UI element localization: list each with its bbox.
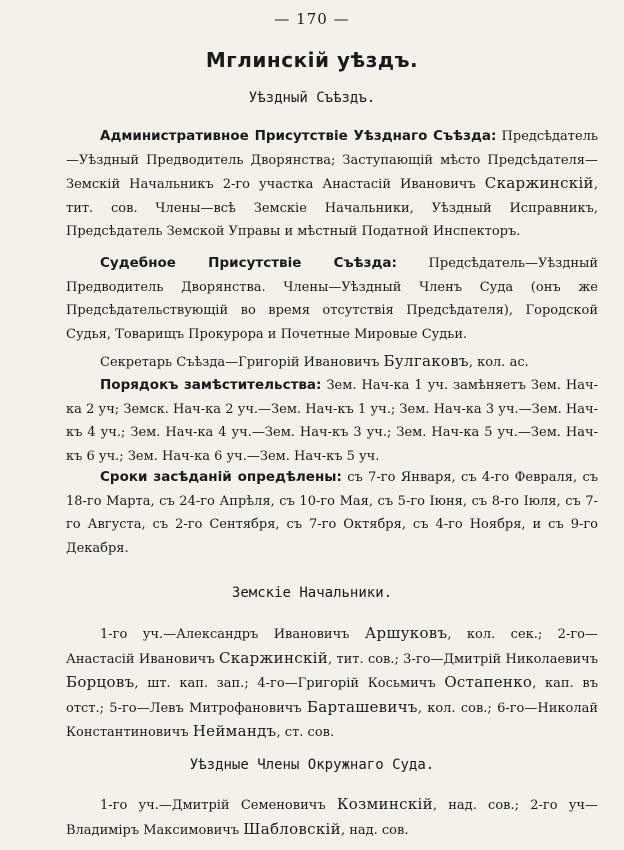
surname: Остапенко: [444, 673, 533, 691]
surname: Борцовъ: [66, 673, 135, 691]
paragraph-court-members: 1-го уч.—Дмитрій Семеновичъ Козминскій, над. сов.; 2-го уч—Владиміръ Максимовичъ Шабловскій, над. сов.: [66, 795, 598, 838]
section-heading-court-members: Уѣздные Члены Окружнаго Суда.: [189, 757, 435, 773]
surname: Барташевичъ: [306, 697, 418, 716]
surname: Неймандъ: [192, 722, 277, 740]
section-heading-zemskie-nachalniki: Земскіе Начальники.: [231, 585, 393, 601]
surname: Козминскій: [336, 795, 433, 813]
paragraph-court-presence: Судебное Присутствіе Съѣзда: Предсѣдатель—Уѣздный Предводитель Дворянства. Члены—Уѣздный Членъ Суда (онъ же Предсѣдательствующій во время отсутствія Предсѣдателя), Городской Судья, Товарищъ Прокурора и Почетные Мировые Судьи.: [66, 255, 599, 342]
paragraph-lead: Судебное Присутствіе Съѣзда:: [100, 255, 397, 271]
paragraph-substitution-order: Порядокъ замѣстительства: Зем. Нач-ка 1 уч. замѣняетъ Зем. Нач-ка 2 уч; Земск. Нач-ка 2 уч.—Зем. Нач-къ 1 уч.; Зем. Нач-ка 3 уч.—Зем. Нач-къ 4 уч.; Зем. Нач-ка 4 уч.—Зем. Нач-къ 3 уч.; Зем. Нач-ка 5 уч.—Зем. Нач-къ 6 уч.; Зем. Нач-ка 6 уч.—Зем. Нач-къ 5 уч.: [66, 377, 598, 464]
paragraph-lead: Сроки засѣданій опредѣлены:: [100, 469, 342, 485]
paragraph-session-dates: Сроки засѣданій опредѣлены: съ 7-го Января, съ 4-го Февраля, съ 18-го Марта, съ 24-го Апрѣля, съ 10-го Мая, съ 5-го Іюня, съ 8-го Іюля, съ 7-го Августа, съ 2-го Сентября, съ 7-го Октября, съ 4-го Ноября, и съ 9-го Декабря.: [66, 469, 598, 556]
paragraph-lead: Административное Присутствіе Уѣзднаго Съѣзда:: [100, 128, 497, 144]
surname: Скаржинскій: [218, 648, 329, 667]
paragraph-lead: Порядокъ замѣстительства:: [100, 377, 322, 393]
surname: Булгаковъ: [383, 352, 469, 370]
surname: Аршуковъ: [364, 624, 448, 642]
page-number: — 170 —: [274, 10, 350, 28]
paragraph-secretary: Секретарь Съѣзда—Григорій Ивановичъ Булгаковъ, кол. ас.: [100, 352, 529, 370]
surname: Шабловскій: [243, 819, 341, 838]
paragraph-zemskie-list: 1-го уч.—Александръ Ивановичъ Аршуковъ, кол. сек.; 2-го—Анастасій Ивановичъ Скаржинскій, тит. сов.; 3-го—Дмитрій Николаевичъ Борцовъ, шт. кап. зап.; 4-го—Григорій Косьмичъ Остапенко, кап. въ отст.; 5-го—Левъ Митрофановичъ Барташевичъ, кол. сов.; 6-го—Николай Константиновичъ Неймандъ, ст. сов.: [66, 624, 598, 740]
paragraph-admin-presence: Административное Присутствіе Уѣзднаго Съѣзда: Предсѣдатель—Уѣздный Предводитель Дворянства; Заступающій мѣсто Предсѣдателя—Земскій Начальникъ 2-го участка Анастасій Ивановичъ Скаржинскій, тит. сов. Члены—всѣ Земскіе Начальники, Уѣздный Исправникъ, Предсѣдатель Земской Управы и мѣстный Податной Инспекторъ.: [66, 128, 598, 239]
page-title: Мглинскій уѣздъ.: [205, 48, 419, 72]
surname: Скаржинскій: [484, 174, 594, 192]
section-heading-uezd-sezd: Уѣздный Съѣздъ.: [248, 90, 376, 106]
